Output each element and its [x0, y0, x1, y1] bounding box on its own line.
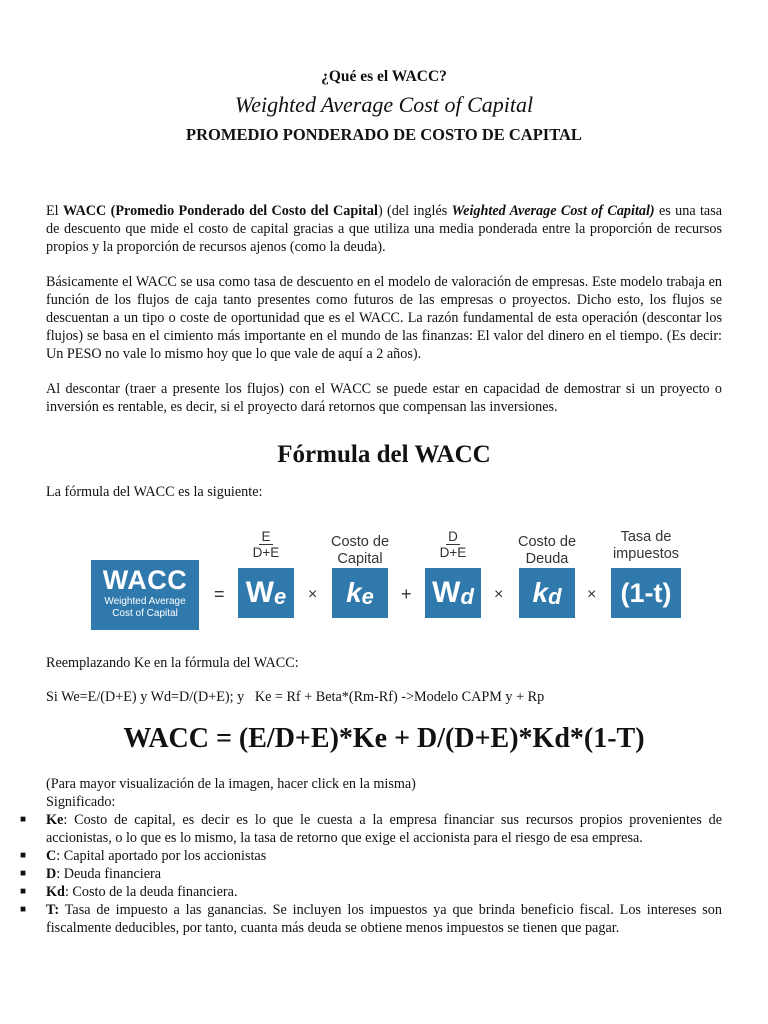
wd-sub: d [460, 584, 474, 609]
tax-label-1: Tasa de [620, 529, 672, 545]
list-item [20, 811, 722, 847]
ke-sub: e [361, 584, 374, 609]
p1-wacc-bold: WACC (Promedio Ponderado del Costo del Capital [62, 203, 378, 219]
definition-text: : Costo de capital, es decir es lo que le cuesta a la empresa financiar sus recursos propios provenientes de accionistas, o lo que es lo mismo, la tasa de retorno que exige el accionista para el riesgo de esa empresa. [46, 812, 722, 846]
wacc-box-title: WACC [102, 565, 188, 595]
formula-intro: La fórmula del WACC es la siguiente: [46, 484, 263, 500]
definition-text: : Deuda financiera [56, 866, 162, 882]
kd-main: k [532, 577, 549, 608]
wacc-formula: WACC = (E/D+E)*Ke + D/(D+E)*Kd*(1-T) [123, 723, 645, 754]
definition-text: Tasa de impuesto a las ganancias. Se incluyen los impuestos ya que brinda beneficio fiscal. Los intereses son fiscalmente deducibles, por tanto, cuanta más deuda se obtiene menos impuestos se tienen que pagar. [46, 902, 722, 936]
definition-term: T: [46, 902, 60, 918]
wd-box [425, 568, 481, 618]
intro-paragraph-3: Al descontar (traer a presente los flujos) con el WACC se puede estar en capacidad de demostrar si un proyecto o inversión es rentable, es decir, si el proyecto dará retornos que compensan las inversiones. [46, 381, 722, 415]
bullet-icon: ■ [20, 886, 27, 897]
kd-label-1: Costo de [517, 534, 577, 550]
equals-sign: = [214, 584, 225, 604]
bullet-icon: ■ [20, 868, 27, 879]
ke-label-2: Capital [337, 551, 383, 567]
bullet-icon: ■ [20, 904, 27, 915]
wd-denominator: D+E [439, 545, 467, 560]
we-fraction [244, 529, 288, 560]
list-item [20, 901, 722, 937]
click-note: (Para mayor visualización de la imagen, hacer click en la misma) [46, 776, 416, 792]
definition-term: D [46, 866, 57, 882]
wacc-box-caption-2: Cost of Capital [112, 608, 178, 619]
wd-numerator: D [448, 529, 458, 544]
definition-term: Ke [46, 812, 64, 828]
subtitle-spanish: PROMEDIO PONDERADO DE COSTO DE CAPITAL [186, 125, 582, 144]
p1-english-term: Weighted Average Cost of Capital) [451, 203, 655, 219]
p1-text-c: ) (del inglés [377, 203, 452, 219]
times-sign-1: × [308, 586, 318, 603]
bullet-icon: ■ [20, 850, 27, 861]
replacement-text: Reemplazando Ke en la fórmula del WACC: [46, 655, 299, 671]
definition-term: C [46, 848, 57, 864]
plus-sign: + [401, 584, 412, 604]
we-sub: e [274, 584, 287, 609]
kd-sub: d [548, 584, 562, 609]
wd-main: W [432, 576, 461, 609]
we-main: W [245, 576, 275, 609]
list-item [20, 883, 722, 901]
variables-line: Si We=E/(D+E) y Wd=D/(D+E); y Ke = Rf + Beta*(Rm-Rf) ->Modelo CAPM y + Rp [46, 689, 545, 705]
list-item [20, 865, 722, 883]
formula-heading: Fórmula del WACC [277, 441, 491, 468]
tax-box: (1-t) [611, 568, 681, 618]
we-box [238, 568, 294, 618]
intro-paragraph-2: Básicamente el WACC se usa como tasa de descuento en el modelo de valoración de empresas. Este modelo trabaja en función de los flujos de caja tanto presentes como futuros de las empresas o proyectos. Dicho esto, los flujos se descuentan a un tipo o coste de oportunidad que es el WACC. La razón fundamental de esta operación (descontar los flujos) se basa en el cimiento más importante en el mundo de las finanzas: El valor del dinero en el tiempo. (Es decir: Un PESO no vale lo mismo hoy que lo que vale de aquí a 2 años). [46, 274, 722, 362]
page-title: ¿Qué es el WACC? [321, 68, 447, 85]
subtitle-english: Weighted Average Cost of Capital [234, 92, 534, 117]
bullet-icon: ■ [20, 814, 27, 825]
wd-fraction [431, 529, 475, 560]
times-sign-3: × [587, 586, 597, 603]
wacc-box [91, 560, 199, 630]
definition-text: : Capital aportado por los accionistas [56, 848, 267, 864]
list-item [20, 847, 722, 865]
we-numerator: E [261, 529, 271, 544]
meaning-label: Significado: [46, 794, 116, 810]
ke-main: k [346, 577, 362, 608]
definitions-list [20, 811, 722, 937]
kd-label [507, 534, 587, 568]
we-denominator: D+E [252, 545, 280, 560]
kd-label-2: Deuda [525, 551, 569, 567]
p1-text-a: El [46, 203, 63, 219]
ke-box [332, 568, 388, 618]
tax-label-2: impuestos [612, 546, 680, 562]
intro-paragraph-1 [46, 202, 722, 256]
ke-label [320, 534, 400, 568]
definition-term: Kd [46, 884, 65, 900]
wacc-box-caption-1: Weighted Average [104, 596, 186, 607]
times-sign-2: × [494, 586, 504, 603]
p1-text-e: es una tasa de descuento que mide el costo de capital gracias a que utiliza una media ponderada entre la proporción de recursos propios y la proporción de recursos ajenos (como la deuda). [46, 203, 723, 255]
kd-box [519, 568, 575, 618]
definition-text: : Costo de la deuda financiera. [64, 884, 238, 900]
tax-label [605, 529, 687, 563]
ke-label-1: Costo de [330, 534, 390, 550]
